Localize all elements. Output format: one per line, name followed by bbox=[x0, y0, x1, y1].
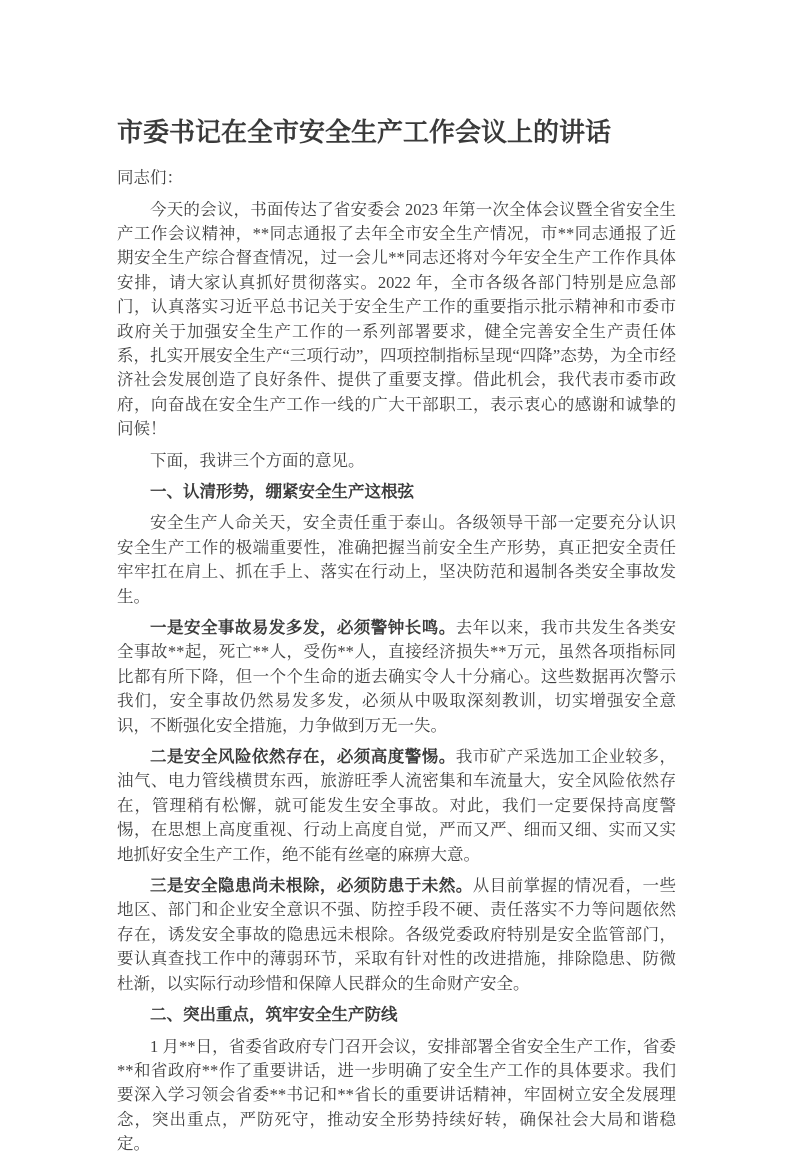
section-heading-2: 二、突出重点，筑牢安全生产防线 bbox=[150, 1005, 398, 1025]
paragraph-section2-intro: 1 月**日，省委省政府专门召开会议，安排部署全省安全生产工作，省委**和省政府**作了重要讲话，进一步明确了安全生产工作的具体要求。我们要深入学习领会省委**书记和**省长的重要讲话精神，牢固树立安全发展理念，突出重点，严防死守，推动安全形势持续好转，确保社会大局和谐稳定。 bbox=[117, 1036, 676, 1154]
paragraph-section1-intro: 安全生产人命关天，安全责任重于泰山。各级领导干部一定要充分认识安全生产工作的极端重要性，准确把握当前安全生产形势，真正把安全责任牢牢扛在肩上、抓在手上、落实在行动上，坚决防范和遏制各类安全事故发生。 bbox=[117, 513, 676, 606]
point-2-lead: 二是安全风险依然存在，必须高度警惕。 bbox=[150, 747, 456, 767]
document-title: 市委书记在全市安全生产工作会议上的讲话 bbox=[117, 118, 612, 148]
paragraph-transition: 下面，我讲三个方面的意见。 bbox=[150, 450, 365, 470]
point-3-text: 从目前掌握的情况看，一些地区、部门和企业安全意识不强、防控手段不硬、责任落实不力等问题依然存在，诱发安全事故的隐患远未根除。各级党委政府特别是安全监管部门，要认真查找工作中的薄弱环节，采取有针对性的改进措施，排除隐患、防微杜渐，以实际行动珍惜和保障人民群众的生命财产安全。 bbox=[117, 876, 677, 993]
point-1-lead: 一是安全事故易发多发，必须警钟长鸣。 bbox=[150, 618, 456, 637]
section-heading-1: 一、认清形势，绷紧安全生产这根弦 bbox=[150, 481, 414, 501]
point-2-text: 我市矿产采选加工企业较多，油气、电力管线横贯东西，旅游旺季人流密集和车流量大，安全风险依然存在，管理稍有松懈，就可能发生安全事故。对此，我们一定要保持高度警惕，在思想上高度重视、行动上高度自觉，严而又严、细而又细、实而又实地抓好安全生产工作，绝不能有丝毫的麻痹大意。 bbox=[117, 747, 677, 864]
paragraph-point-3 bbox=[117, 874, 676, 996]
point-3-lead: 三是安全隐患尚未根除，必须防患于未然。 bbox=[150, 876, 473, 896]
paragraph-point-2 bbox=[117, 745, 676, 867]
point-1-text: 去年以来，我市共发生各类安全事故**起，死亡**人，受伤**人，直接经济损失**万元，虽然各项指标同比都有所下降，但一个个生命的逝去确实令人十分痛心。这些数据再次警示我们，安全事故仍然易发多发，必须从中吸取深刻教训，切实增强安全意识，不断强化安全措施，力争做到万无一失。 bbox=[117, 618, 677, 735]
paragraph-point-1 bbox=[117, 616, 676, 738]
salutation: 同志们： bbox=[117, 168, 183, 188]
paragraph-opening: 今天的会议，书面传达了省安委会 2023 年第一次全体会议暨全省安全生产工作会议精神，**同志通报了去年全市安全生产情况，市**同志通报了近期安全生产综合督查情况，过一会儿**同志还将对今年安全生产工作作具体安排，请大家认真抓好贯彻落实。2022 年，全市各级各部门特别是应急部门，认真落实习近平总书记关于安全生产工作的重要指示批示精神和市委市政府关于加强安全生产工作的一系列部署要求，健全完善安全生产责任体系，扎实开展安全生产“三项行动”，四项控制指标呈现“四降”态势，为全市经济社会发展创造了良好条件、提供了重要支撑。借此机会，我代表市委市政府，向奋战在安全生产工作一线的广大干部职工，表示衷心的感谢和诚挚的问候！ bbox=[117, 199, 676, 439]
